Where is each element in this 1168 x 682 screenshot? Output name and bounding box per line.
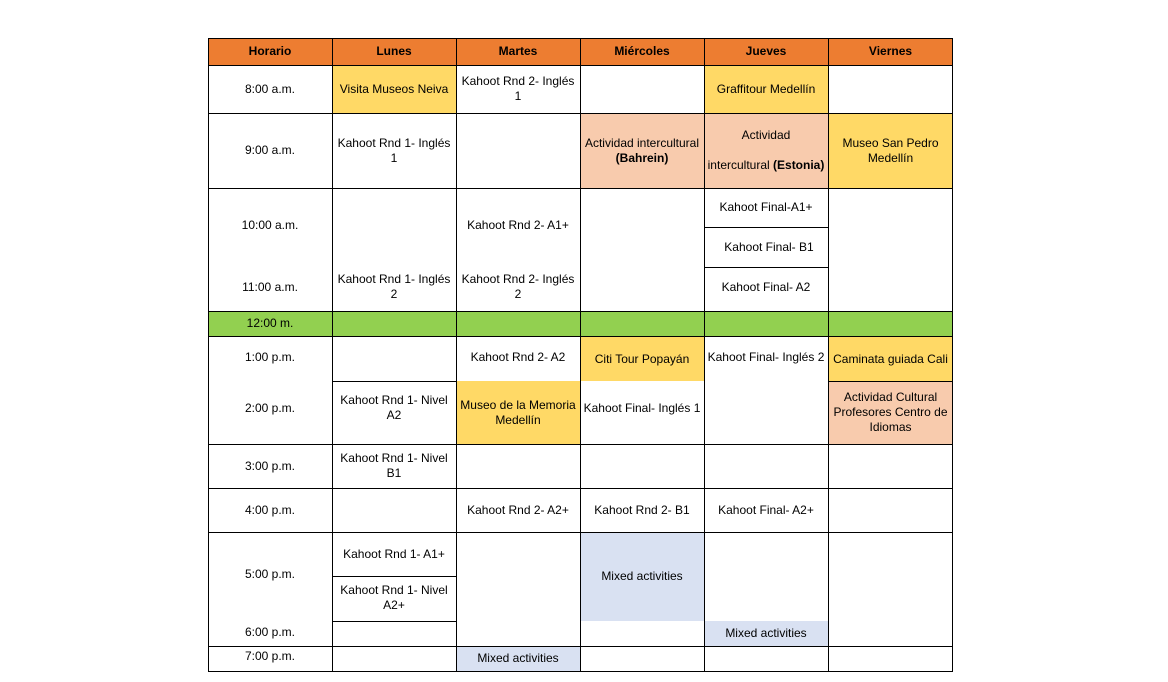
header-viernes: Viernes <box>828 38 953 65</box>
time-2pm: 2:00 p.m. <box>244 400 296 415</box>
viernes-caminata-guiada: Caminata guiada Cali <box>828 337 953 381</box>
header-horario: Horario <box>208 38 332 65</box>
jueves-kahoot-final-a2: Kahoot Final- A2 <box>721 279 811 294</box>
martes-kahoot-a2plus: Kahoot Rnd 2- A2+ <box>467 502 569 517</box>
miercoles-kahoot-b1: Kahoot Rnd 2- B1 <box>594 502 690 517</box>
martes-kahoot-ingles-1: Kahoot Rnd 2- Inglés 1 <box>461 74 575 103</box>
jueves-intercultural-label: intercultural <box>707 158 770 172</box>
martes-kahoot-a2: Kahoot Rnd 2- A2 <box>470 349 566 364</box>
time-4pm: 4:00 p.m. <box>244 502 296 517</box>
time-12m: 12:00 m. <box>208 311 332 336</box>
time-6pm: 6:00 p.m. <box>244 624 296 639</box>
viernes-actividad-cultural: Actividad Cultural Profesores Centro de Idiomas <box>828 381 953 444</box>
grid-line <box>332 576 456 577</box>
jueves-estonia-label: (Estonia) <box>773 158 825 172</box>
lunes-kahoot-nivel-b1: Kahoot Rnd 1- Nivel B1 <box>340 451 448 480</box>
jueves-actividad-label: Actividad <box>741 128 791 142</box>
lunes-kahoot-nivel-a2plus: Kahoot Rnd 1- Nivel A2+ <box>340 583 448 612</box>
lunes-kahoot-nivel-a2: Kahoot Rnd 1- Nivel A2 <box>340 393 448 422</box>
time-3pm: 3:00 p.m. <box>244 458 296 473</box>
time-7pm: 7:00 p.m. <box>244 648 296 663</box>
miercoles-intercultural <box>580 113 704 188</box>
time-11am: 11:00 a.m. <box>242 279 298 294</box>
jueves-kahoot-final-a2plus: Kahoot Final- A2+ <box>718 502 814 517</box>
jueves-mixed-activities: Mixed activities <box>704 621 828 646</box>
grid-line <box>704 267 828 268</box>
miercoles-citi-tour: Citi Tour Popayán <box>580 337 704 381</box>
header-miercoles: Miércoles <box>580 38 704 65</box>
jueves-kahoot-final-a1plus: Kahoot Final-A1+ <box>719 200 813 214</box>
martes-kahoot-ingles-2: Kahoot Rnd 2- Inglés 2 <box>461 272 575 301</box>
miercoles-kahoot-final-ingles-1: Kahoot Final- Inglés 1 <box>583 400 701 415</box>
time-8am: 8:00 a.m. <box>244 81 296 96</box>
martes-kahoot-a1plus: Kahoot Rnd 2- A1+ <box>467 217 569 232</box>
miercoles-bahrein-label: (Bahrein) <box>615 150 669 165</box>
lunch-row <box>332 311 953 336</box>
schedule-table <box>208 38 953 672</box>
grid-line <box>332 381 456 382</box>
grid-line <box>332 38 333 672</box>
lunes-visita-museos: Visita Museos Neiva <box>332 65 456 113</box>
martes-mixed-activities: Mixed activities <box>456 646 580 671</box>
header-martes: Martes <box>456 38 580 65</box>
time-9am: 9:00 a.m. <box>244 143 296 157</box>
lunes-kahoot-ingles-2: Kahoot Rnd 1- Inglés 2 <box>337 272 451 301</box>
jueves-kahoot-final-b1: Kahoot Final- B1 <box>724 239 814 254</box>
miercoles-mixed-activities: Mixed activities <box>580 532 704 621</box>
grid-line <box>828 381 953 382</box>
time-10am: 10:00 a.m. <box>241 217 299 232</box>
grid-line <box>828 38 829 672</box>
grid-line <box>704 38 705 672</box>
viernes-museo-san-pedro: Museo San Pedro Medellín <box>828 113 953 188</box>
martes-museo-memoria: Museo de la Memoria Medellín <box>456 381 580 444</box>
grid-line <box>332 621 456 622</box>
grid-line <box>952 38 953 672</box>
jueves-kahoot-final-ingles-2: Kahoot Final- Inglés 2 <box>707 349 825 364</box>
miercoles-intercultural-label: Actividad intercultural <box>584 135 700 150</box>
time-5pm: 5:00 p.m. <box>244 566 296 581</box>
lunes-kahoot-a1plus: Kahoot Rnd 1- A1+ <box>343 546 445 561</box>
grid-line <box>580 38 581 672</box>
grid-line <box>704 227 828 228</box>
header-jueves: Jueves <box>704 38 828 65</box>
time-1pm: 1:00 p.m. <box>244 349 296 364</box>
jueves-intercultural <box>704 113 828 188</box>
grid-line <box>208 38 209 672</box>
lunes-kahoot-ingles-1: Kahoot Rnd 1- Inglés 1 <box>337 135 451 165</box>
header-lunes: Lunes <box>332 38 456 65</box>
grid-line <box>456 38 457 672</box>
jueves-graffitour: Graffitour Medellín <box>704 65 828 113</box>
